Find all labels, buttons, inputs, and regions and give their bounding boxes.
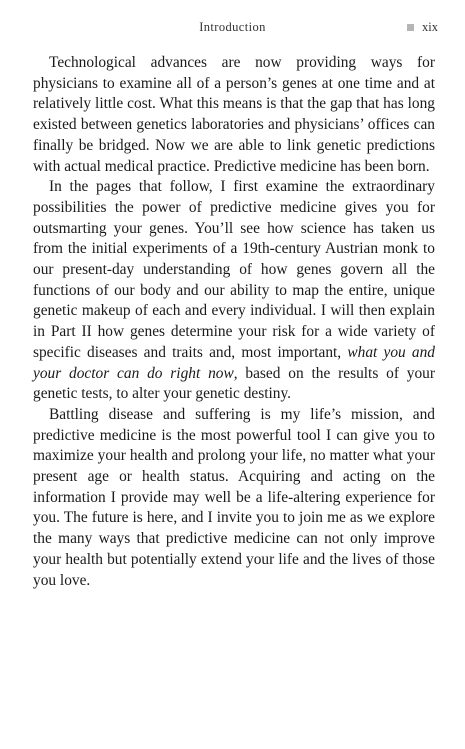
paragraph: Battling disease and suffering is my life’s mission, and predictive medicine is the most powerful tool I can give you to maximize your health and prolong your life, no matter what your present age or health status. Acquiring and acting on the information I provide may well be a life-altering experience for you. The future is here, and I invite you to join me as we explore the many ways that predictive medicine can not only improve your health but potentially extend your life and the lives of those you love. <box>33 405 435 589</box>
paragraph: Technological advances are now providing ways for physicians to examine all of a person’s genes at one time and at relatively little cost. What this means is that the gap that has long existed between genetics laboratories and physicians’ offices can finally be bridged. Now we are able to link genetic predictions with actual medical practice. Predictive medicine has been born. <box>33 54 435 175</box>
body-text <box>33 53 435 591</box>
running-header <box>0 20 465 38</box>
paragraph <box>33 177 435 405</box>
running-title: Introduction <box>199 20 266 34</box>
paragraph-text: , based on the results of your genetic tests, to alter your genetic destiny. <box>33 364 435 403</box>
emphasis-text: what you and your doctor can do right now <box>33 343 435 382</box>
square-bullet-icon <box>407 24 414 31</box>
folio <box>407 20 438 35</box>
paragraph-text: In the pages that follow, I first examine the extraordinary possibilities the power of predictive medicine gives you for outsmarting your genes. You’ll see how science has taken us from the initial experiments of a 19th-century Austrian monk to our present-day understanding of how genes govern all the functions of our body and our ability to map the entire, unique genetic makeup of each and every individual. I will then explain in Part II how genes determine your risk for a wide variety of specific diseases and traits and, most important, <box>33 178 435 361</box>
page-number: xix <box>422 20 438 34</box>
